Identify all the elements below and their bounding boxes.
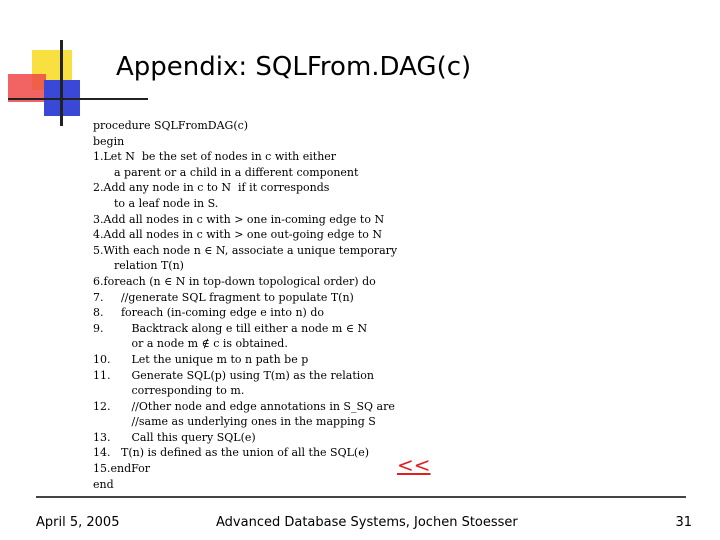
code-line: corresponding to m. <box>93 384 245 398</box>
code-line: 5.With each node n ∈ N, associate a unique temporary <box>93 243 398 257</box>
code-line: to a leaf node in S. <box>93 196 219 210</box>
decor-horizontal-line <box>8 98 148 100</box>
code-line: 8. foreach (in-coming edge e into n) do <box>93 306 324 320</box>
code-line: 11. Generate SQL(p) using T(m) as the relation <box>93 368 375 382</box>
code-line: 1.Let N be the set of nodes in c with either <box>93 150 337 164</box>
footer-date: April 5, 2005 <box>36 515 120 530</box>
code-line: 4.Add all nodes in c with > one out-going edge to N <box>93 228 383 242</box>
code-line: relation T(n) <box>93 259 184 273</box>
slide-title: Appendix: SQLFrom.DAG(c) <box>116 52 472 82</box>
code-line: begin <box>93 134 125 148</box>
code-line: 7. //generate SQL fragment to populate T(n) <box>93 290 354 304</box>
code-line: 13. Call this query SQL(e) <box>93 430 256 444</box>
code-line: 6.foreach (n ∈ N in top-down topological order) do <box>93 274 376 288</box>
code-line: 10. Let the unique m to n path be p <box>93 352 309 366</box>
code-line: procedure SQLFromDAG(c) <box>93 119 249 132</box>
decor-vertical-line <box>60 40 63 126</box>
code-line: 2.Add any node in c to N if it corresponds <box>93 181 330 195</box>
code-line: //same as underlying ones in the mapping S <box>93 415 376 429</box>
code-line: 3.Add all nodes in c with > one in-coming edge to N <box>93 212 385 226</box>
procedure-code-block <box>93 118 397 492</box>
footer-presentation-title: Advanced Database Systems, Jochen Stoesser <box>216 515 518 530</box>
footer-page-number: 31 <box>675 515 692 530</box>
back-link[interactable]: << <box>397 453 431 477</box>
footer-divider <box>36 496 686 498</box>
code-line: or a node m ∉ c is obtained. <box>93 337 288 351</box>
code-line: 12. //Other node and edge annotations in S_SQ are <box>93 399 395 413</box>
code-line: a parent or a child in a different component <box>93 165 359 179</box>
code-line: end <box>93 477 114 491</box>
code-line: 14. T(n) is defined as the union of all the SQL(e) <box>93 446 370 460</box>
code-line: 15.endFor <box>93 462 151 476</box>
code-line: 9. Backtrack along e till either a node m ∈ N <box>93 321 368 335</box>
